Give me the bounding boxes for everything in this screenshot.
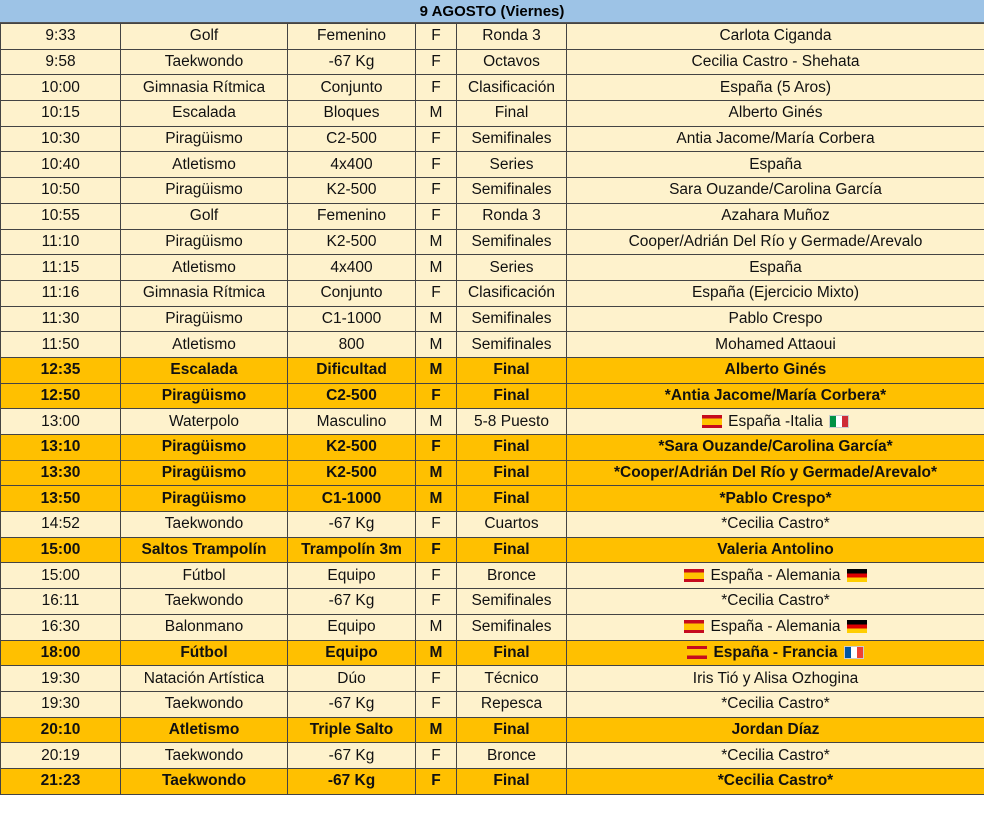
time-cell: 20:19 xyxy=(1,743,121,769)
athlete-text: Mohamed Attaoui xyxy=(715,335,836,353)
athlete-text: *Cooper/Adrián Del Río y Germade/Arevalo* xyxy=(613,464,937,482)
time-cell: 14:52 xyxy=(1,512,121,538)
gender-cell: F xyxy=(416,280,457,306)
event-cell: C1-1000 xyxy=(288,306,416,332)
event-cell: Triple Salto xyxy=(288,717,416,743)
athlete-cell xyxy=(567,589,984,615)
time-cell: 15:00 xyxy=(1,563,121,589)
sport-cell: Atletismo xyxy=(121,255,288,281)
athlete-text: Pablo Crespo xyxy=(728,309,823,327)
phase-cell: Final xyxy=(457,768,567,794)
table-row xyxy=(1,152,984,178)
event-cell: K2-500 xyxy=(288,435,416,461)
schedule-title: 9 AGOSTO (Viernes) xyxy=(0,0,984,23)
event-cell: Equipo xyxy=(288,614,416,640)
table-row xyxy=(1,101,984,127)
table-row-final xyxy=(1,435,984,461)
athlete-cell xyxy=(567,229,984,255)
phase-cell: Final xyxy=(457,717,567,743)
sport-cell: Atletismo xyxy=(121,152,288,178)
gender-cell: F xyxy=(416,563,457,589)
time-cell: 10:50 xyxy=(1,178,121,204)
sport-cell: Taekwondo xyxy=(121,768,288,794)
sport-cell: Piragüismo xyxy=(121,383,288,409)
phase-cell: Clasificación xyxy=(457,280,567,306)
athlete-text: Azahara Muñoz xyxy=(721,207,830,225)
phase-cell: Cuartos xyxy=(457,512,567,538)
athlete-text: Valeria Antolino xyxy=(717,541,834,559)
sport-cell: Fútbol xyxy=(121,563,288,589)
athlete-text: Cooper/Adrián Del Río y Germade/Arevalo xyxy=(628,232,923,250)
athlete-cell xyxy=(567,280,984,306)
time-cell: 15:00 xyxy=(1,537,121,563)
athlete-text: España (Ejercicio Mixto) xyxy=(691,284,860,302)
phase-cell: Series xyxy=(457,152,567,178)
table-row-final xyxy=(1,383,984,409)
athlete-cell xyxy=(567,717,984,743)
athlete-cell xyxy=(567,435,984,461)
event-cell: Equipo xyxy=(288,563,416,589)
event-cell: Conjunto xyxy=(288,75,416,101)
time-cell: 9:33 xyxy=(1,24,121,50)
table-row-final xyxy=(1,486,984,512)
gender-cell: F xyxy=(416,691,457,717)
time-cell: 19:30 xyxy=(1,666,121,692)
phase-cell: Semifinales xyxy=(457,229,567,255)
time-cell: 13:30 xyxy=(1,460,121,486)
sport-cell: Natación Artística xyxy=(121,666,288,692)
athlete-text: Alberto Ginés xyxy=(728,104,823,122)
sport-cell: Piragüismo xyxy=(121,306,288,332)
time-cell: 10:30 xyxy=(1,126,121,152)
athlete-text: Antia Jacome/María Corbera xyxy=(676,130,875,148)
sport-cell: Fútbol xyxy=(121,640,288,666)
sport-cell: Taekwondo xyxy=(121,589,288,615)
table-row xyxy=(1,255,984,281)
france-flag-icon xyxy=(844,646,864,659)
gender-cell: M xyxy=(416,614,457,640)
athlete-text: España - Francia xyxy=(713,643,838,661)
gender-cell: F xyxy=(416,512,457,538)
phase-cell: Final xyxy=(457,640,567,666)
athlete-cell xyxy=(567,332,984,358)
athlete-cell xyxy=(567,640,984,666)
time-cell: 11:16 xyxy=(1,280,121,306)
gender-cell: F xyxy=(416,589,457,615)
table-row xyxy=(1,589,984,615)
sport-cell: Taekwondo xyxy=(121,743,288,769)
gender-cell: M xyxy=(416,460,457,486)
event-cell: K2-500 xyxy=(288,229,416,255)
athlete-text: Cecilia Castro - Shehata xyxy=(691,53,860,71)
sport-cell: Piragüismo xyxy=(121,486,288,512)
spain-flag-icon xyxy=(687,646,707,659)
event-cell: Trampolín 3m xyxy=(288,537,416,563)
table-row xyxy=(1,306,984,332)
athlete-cell xyxy=(567,203,984,229)
event-cell: Femenino xyxy=(288,203,416,229)
time-cell: 16:11 xyxy=(1,589,121,615)
phase-cell: Semifinales xyxy=(457,178,567,204)
phase-cell: Semifinales xyxy=(457,332,567,358)
gender-cell: M xyxy=(416,357,457,383)
sport-cell: Piragüismo xyxy=(121,178,288,204)
athlete-text: Iris Tió y Alisa Ozhogina xyxy=(692,669,859,687)
athlete-cell xyxy=(567,768,984,794)
time-cell: 13:50 xyxy=(1,486,121,512)
table-row xyxy=(1,229,984,255)
athlete-cell xyxy=(567,512,984,538)
event-cell: Bloques xyxy=(288,101,416,127)
event-cell: Dúo xyxy=(288,666,416,692)
athlete-cell xyxy=(567,24,984,50)
sport-cell: Atletismo xyxy=(121,717,288,743)
table-row-final xyxy=(1,640,984,666)
time-cell: 10:00 xyxy=(1,75,121,101)
event-cell: Conjunto xyxy=(288,280,416,306)
athlete-text: *Cecilia Castro* xyxy=(721,695,830,713)
table-row xyxy=(1,126,984,152)
time-cell: 16:30 xyxy=(1,614,121,640)
gender-cell: F xyxy=(416,383,457,409)
sport-cell: Taekwondo xyxy=(121,512,288,538)
phase-cell: Final xyxy=(457,383,567,409)
gender-cell: F xyxy=(416,75,457,101)
gender-cell: M xyxy=(416,640,457,666)
athlete-cell xyxy=(567,178,984,204)
table-row xyxy=(1,332,984,358)
table-row-final xyxy=(1,460,984,486)
phase-cell: Bronce xyxy=(457,743,567,769)
sport-cell: Taekwondo xyxy=(121,691,288,717)
table-row xyxy=(1,24,984,50)
table-row xyxy=(1,178,984,204)
athlete-text: *Sara Ouzande/Carolina García* xyxy=(658,438,893,456)
phase-cell: Bronce xyxy=(457,563,567,589)
sport-cell: Piragüismo xyxy=(121,435,288,461)
gender-cell: M xyxy=(416,486,457,512)
athlete-cell xyxy=(567,666,984,692)
event-cell: Equipo xyxy=(288,640,416,666)
table-row xyxy=(1,49,984,75)
sport-cell: Piragüismo xyxy=(121,460,288,486)
time-cell: 12:35 xyxy=(1,357,121,383)
sport-cell: Golf xyxy=(121,203,288,229)
athlete-cell xyxy=(567,563,984,589)
gender-cell: F xyxy=(416,126,457,152)
athlete-text: *Cecilia Castro* xyxy=(717,772,834,790)
phase-cell: Clasificación xyxy=(457,75,567,101)
phase-cell: Ronda 3 xyxy=(457,203,567,229)
athlete-cell xyxy=(567,126,984,152)
schedule-table xyxy=(0,23,984,795)
event-cell: -67 Kg xyxy=(288,589,416,615)
germany-flag-icon xyxy=(847,569,867,582)
athlete-cell xyxy=(567,383,984,409)
gender-cell: M xyxy=(416,306,457,332)
athlete-text: *Pablo Crespo* xyxy=(719,489,832,507)
athlete-text: Carlota Ciganda xyxy=(719,27,832,45)
event-cell: C2-500 xyxy=(288,126,416,152)
event-cell: 800 xyxy=(288,332,416,358)
athlete-text: España xyxy=(749,258,802,276)
athlete-cell xyxy=(567,614,984,640)
spain-flag-icon xyxy=(702,415,722,428)
athlete-cell xyxy=(567,306,984,332)
sport-cell: Gimnasia Rítmica xyxy=(121,75,288,101)
table-row xyxy=(1,512,984,538)
gender-cell: F xyxy=(416,24,457,50)
sport-cell: Atletismo xyxy=(121,332,288,358)
table-row xyxy=(1,409,984,435)
gender-cell: F xyxy=(416,178,457,204)
athlete-text: Sara Ouzande/Carolina García xyxy=(669,181,882,199)
athlete-text: *Cecilia Castro* xyxy=(721,515,830,533)
time-cell: 13:00 xyxy=(1,409,121,435)
time-cell: 12:50 xyxy=(1,383,121,409)
time-cell: 11:10 xyxy=(1,229,121,255)
event-cell: Femenino xyxy=(288,24,416,50)
athlete-text: *Antia Jacome/María Corbera* xyxy=(664,386,887,404)
athlete-cell xyxy=(567,460,984,486)
table-row xyxy=(1,203,984,229)
athlete-text: *Cecilia Castro* xyxy=(721,746,830,764)
gender-cell: M xyxy=(416,717,457,743)
athlete-cell xyxy=(567,357,984,383)
time-cell: 10:55 xyxy=(1,203,121,229)
spain-flag-icon xyxy=(684,620,704,633)
table-row xyxy=(1,280,984,306)
phase-cell: 5-8 Puesto xyxy=(457,409,567,435)
event-cell: 4x400 xyxy=(288,255,416,281)
table-row xyxy=(1,75,984,101)
time-cell: 9:58 xyxy=(1,49,121,75)
sport-cell: Taekwondo xyxy=(121,49,288,75)
event-cell: C1-1000 xyxy=(288,486,416,512)
phase-cell: Octavos xyxy=(457,49,567,75)
gender-cell: F xyxy=(416,768,457,794)
time-cell: 11:50 xyxy=(1,332,121,358)
time-cell: 10:15 xyxy=(1,101,121,127)
time-cell: 21:23 xyxy=(1,768,121,794)
table-row xyxy=(1,691,984,717)
phase-cell: Series xyxy=(457,255,567,281)
event-cell: -67 Kg xyxy=(288,49,416,75)
gender-cell: M xyxy=(416,229,457,255)
phase-cell: Final xyxy=(457,357,567,383)
gender-cell: F xyxy=(416,435,457,461)
event-cell: K2-500 xyxy=(288,460,416,486)
event-cell: -67 Kg xyxy=(288,743,416,769)
athlete-cell xyxy=(567,691,984,717)
phase-cell: Semifinales xyxy=(457,589,567,615)
gender-cell: M xyxy=(416,255,457,281)
event-cell: -67 Kg xyxy=(288,768,416,794)
time-cell: 10:40 xyxy=(1,152,121,178)
sport-cell: Escalada xyxy=(121,357,288,383)
phase-cell: Técnico xyxy=(457,666,567,692)
time-cell: 19:30 xyxy=(1,691,121,717)
schedule-body xyxy=(1,24,984,795)
sport-cell: Escalada xyxy=(121,101,288,127)
sport-cell: Balonmano xyxy=(121,614,288,640)
event-cell: -67 Kg xyxy=(288,512,416,538)
event-cell: Dificultad xyxy=(288,357,416,383)
phase-cell: Semifinales xyxy=(457,306,567,332)
sport-cell: Gimnasia Rítmica xyxy=(121,280,288,306)
athlete-cell xyxy=(567,49,984,75)
gender-cell: F xyxy=(416,49,457,75)
athlete-text: España xyxy=(749,155,802,173)
table-row-final xyxy=(1,537,984,563)
table-row-final xyxy=(1,768,984,794)
athlete-cell xyxy=(567,537,984,563)
athlete-cell xyxy=(567,101,984,127)
phase-cell: Final xyxy=(457,435,567,461)
time-cell: 20:10 xyxy=(1,717,121,743)
sport-cell: Saltos Trampolín xyxy=(121,537,288,563)
athlete-cell xyxy=(567,743,984,769)
event-cell: K2-500 xyxy=(288,178,416,204)
gender-cell: M xyxy=(416,409,457,435)
athlete-cell xyxy=(567,486,984,512)
germany-flag-icon xyxy=(847,620,867,633)
sport-cell: Piragüismo xyxy=(121,229,288,255)
phase-cell: Semifinales xyxy=(457,614,567,640)
phase-cell: Repesca xyxy=(457,691,567,717)
time-cell: 13:10 xyxy=(1,435,121,461)
sport-cell: Golf xyxy=(121,24,288,50)
event-cell: C2-500 xyxy=(288,383,416,409)
sport-cell: Waterpolo xyxy=(121,409,288,435)
phase-cell: Semifinales xyxy=(457,126,567,152)
table-row-final xyxy=(1,357,984,383)
time-cell: 11:15 xyxy=(1,255,121,281)
table-row-final xyxy=(1,717,984,743)
time-cell: 11:30 xyxy=(1,306,121,332)
athlete-text: Alberto Ginés xyxy=(724,361,827,379)
phase-cell: Ronda 3 xyxy=(457,24,567,50)
gender-cell: F xyxy=(416,666,457,692)
table-row xyxy=(1,563,984,589)
table-row xyxy=(1,614,984,640)
athlete-text: *Cecilia Castro* xyxy=(721,592,830,610)
spain-flag-icon xyxy=(684,569,704,582)
gender-cell: F xyxy=(416,203,457,229)
athlete-text: España - Alemania xyxy=(710,566,841,584)
gender-cell: F xyxy=(416,152,457,178)
athlete-text: España (5 Aros) xyxy=(719,78,832,96)
phase-cell: Final xyxy=(457,101,567,127)
table-row xyxy=(1,666,984,692)
athlete-cell xyxy=(567,409,984,435)
gender-cell: M xyxy=(416,101,457,127)
athlete-text: España - Alemania xyxy=(710,618,841,636)
event-cell: Masculino xyxy=(288,409,416,435)
athlete-text: Jordan Díaz xyxy=(731,720,820,738)
gender-cell: F xyxy=(416,743,457,769)
italy-flag-icon xyxy=(829,415,849,428)
gender-cell: F xyxy=(416,537,457,563)
gender-cell: M xyxy=(416,332,457,358)
event-cell: -67 Kg xyxy=(288,691,416,717)
athlete-cell xyxy=(567,75,984,101)
table-row xyxy=(1,743,984,769)
athlete-cell xyxy=(567,152,984,178)
phase-cell: Final xyxy=(457,537,567,563)
athlete-text: España -Italia xyxy=(728,412,823,430)
event-cell: 4x400 xyxy=(288,152,416,178)
phase-cell: Final xyxy=(457,486,567,512)
phase-cell: Final xyxy=(457,460,567,486)
time-cell: 18:00 xyxy=(1,640,121,666)
athlete-cell xyxy=(567,255,984,281)
sport-cell: Piragüismo xyxy=(121,126,288,152)
